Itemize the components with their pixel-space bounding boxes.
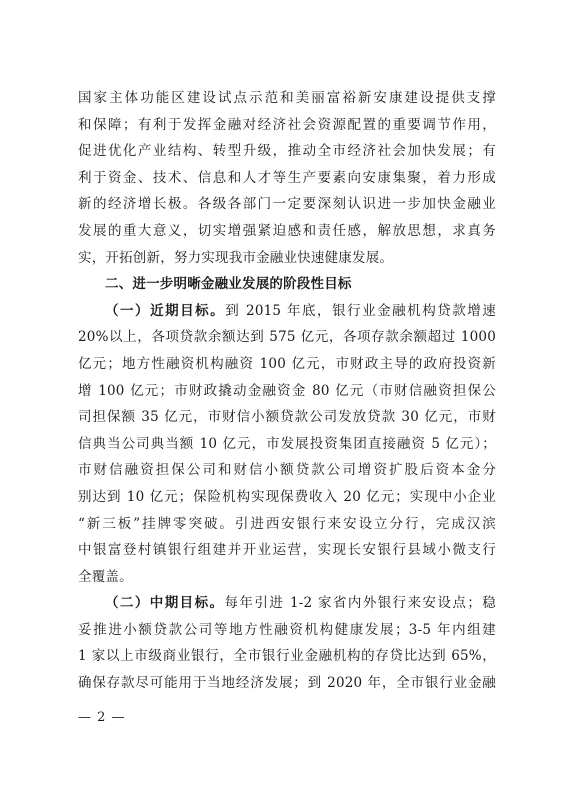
near-term-line: 亿元；地方性融资机构融资 100 亿元，市财政主导的政府投资新 — [78, 355, 496, 372]
mid-term-line: 妥推进小额贷款公司等地方性融资机构健康发展；3-5 年内组建 — [78, 621, 496, 638]
near-term-line: 全覆盖。 — [78, 568, 133, 585]
near-term-paragraph — [78, 298, 496, 591]
intro-paragraph — [78, 85, 496, 271]
near-term-lead: （一）近期目标。 — [105, 302, 226, 319]
intro-line: 实，开拓创新，努力实现我市金融业快速健康发展。 — [78, 249, 394, 266]
near-term-first-line — [78, 298, 496, 325]
mid-term-lines — [78, 617, 496, 697]
near-term-line: 别达到 10 亿元；保险机构实现保费收入 20 亿元；实现中小企业 — [78, 488, 496, 505]
near-term-line: 中银富登村镇银行组建并开业运营，实现长安银行县域小微支行 — [78, 542, 496, 559]
near-term-line: 市财信融资担保公司和财信小额贷款公司增资扩股后资本金分 — [78, 462, 496, 479]
intro-line: 促进优化产业结构、转型升级，推动全市经济社会加快发展；有 — [78, 143, 496, 160]
mid-term-paragraph — [78, 590, 496, 696]
page-number: — 2 — — [78, 710, 126, 725]
mid-term-line: 确保存款尽可能用于当地经济发展；到 2020 年，全市银行业金融 — [78, 675, 496, 692]
near-term-first-line-text: 到 2015 年底，银行业金融机构贷款增速 — [225, 302, 496, 319]
body-text — [78, 85, 496, 697]
intro-line: 利于资金、技术、信息和人才等生产要素向安康集聚，着力形成 — [78, 169, 496, 186]
near-term-line: 20%以上，各项贷款余额达到 575 亿元，各项存款余额超过 1000 — [78, 329, 496, 346]
mid-term-lead: （二）中期目标。 — [105, 595, 225, 612]
near-term-line: 司担保额 35 亿元，市财信小额贷款公司发放贷款 30 亿元，市财 — [78, 409, 496, 426]
near-term-lines — [78, 324, 496, 590]
near-term-line: 信典当公司典当额 10 亿元，市发展投资集团直接融资 5 亿元）； — [78, 435, 496, 452]
mid-term-first-line-text: 每年引进 1-2 家省内外银行来安设点；稳 — [224, 595, 496, 612]
near-term-line: 增 100 亿元；市财政撬动金融资金 80 亿元（市财信融资担保公 — [78, 382, 496, 399]
section-heading: 二、进一步明晰金融业发展的阶段性目标 — [105, 276, 352, 293]
intro-line: 国家主体功能区建设试点示范和美丽富裕新安康建设提供支撑 — [78, 90, 496, 106]
intro-line: 发展的重大意义，切实增强紧迫感和责任感，解放思想，求真务 — [78, 222, 496, 239]
near-term-line: “新三板”挂牌零突破。引进西安银行来安设立分行，完成汉滨 — [78, 515, 496, 532]
intro-line: 新的经济增长极。各级各部门一定要深刻认识进一步加快金融业 — [78, 196, 496, 213]
mid-term-line: 1 家以上市级商业银行，全市银行业金融机构的存贷比达到 65%， — [78, 648, 496, 665]
intro-line: 和保障；有利于发挥金融对经济社会资源配置的重要调节作用， — [78, 116, 496, 133]
mid-term-first-line — [78, 590, 496, 617]
